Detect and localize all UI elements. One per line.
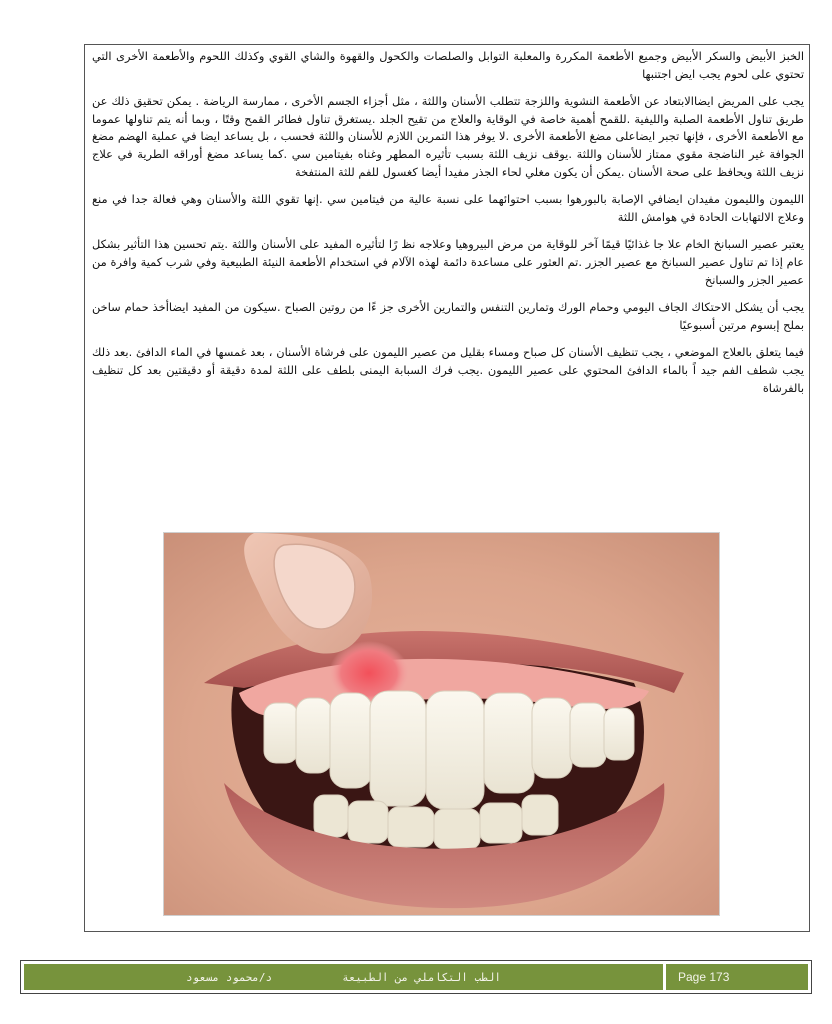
paragraph: يجب أن يشكل الاحتكاك الجاف اليومي وحمام الورك وتمارين التنفس والتمارين الأخرى جز ءًا من روتين الصباح .سيكون من المفيد ايضاأخذ حمام ساخن بملح إبسوم مرتين أسبوعيًا xyxy=(92,300,804,332)
author-name: د/محمود مسعود xyxy=(185,970,273,984)
gum-inflammation-photo xyxy=(163,532,720,916)
paragraph: يجب على المريض ايضاالابتعاد عن الأطعمة النشوية واللزجة تتطلب الأسنان واللثة ، مثل أجزاء الجسم الأخرى ، ممارسة الرياضة . يمكن تحقيق ذلك عن طريق تناول الأطعمة الصلبة والليفية .للقمح أهمية خاصة في الوقاية والعلاج من تقيح الجلد .يستغرق تناول فطائر القمح وقتًا ، وبما أنه يتم تناولها عموما مع الأطعمة الأخرى ، فإنها تجبر ايضاعلى مضغ الأطعمة الأخرى .لا يوفر هذا التمرين اللازم للأسنان واللثة فحسب ، بل يساعد ايضا في عملية الهضم مضغ الجوافة غير الناضجة مقوي ممتاز للأسنان واللثة .يوقف نزيف اللثة بسبب تأثيره المطهر وغناه بفيتامين سي .كما يساعد مضغ أوراقه الطرية في علاج نزيف اللثة ويحافظ على صحة الأسنان .يمكن أن يكون مغلي لحاء الجذر مفيدا أيضا كغسول للفم للثة المنتفخة xyxy=(92,94,804,179)
article-body xyxy=(92,48,804,407)
page-number: Page 173 xyxy=(678,970,730,984)
paragraph: فيما يتعلق بالعلاج الموضعي ، يجب تنظيف الأسنان كل صباح ومساء بقليل من عصير الليمون على فرشاة الأسنان ، بعد غمسها في الماء الدافئ .بعد ذلك يجب شطف الفم جيد اً بالماء الدافئ المحتوي على عصير الليمون .يجب فرك السبابة اليمنى بلطف على اللثة لمدة دقيقة أو دقيقتين بعد كل تنظيف بالفرشاة xyxy=(92,345,804,395)
footer-title-bar xyxy=(24,964,663,990)
page-number-box xyxy=(666,964,808,990)
paragraph: الليمون والليمون مفيدان ايضافي الإصابة بالبورهوا بسبب احتوائهما على نسبة عالية من فيتامين سي .إنها تقوي اللثة والأسنان وهي فعالة جدا في منع وعلاج الالتهابات الحادة في هوامش اللثة xyxy=(92,192,804,224)
page-footer xyxy=(20,960,812,994)
paragraph: يعتبر عصير السبانخ الخام علا جا غذائيًا قيمًا آخر للوقاية من مرض البيروهيا وعلاجه نظ رًا لتأثيره المفيد على الأسنان واللثة .يتم تحسين هذا التأثير بشكل عام إذا تم تناول عصير السبانخ مع عصير الجزر .تم العثور على مساعدة دائمة لهذه الآلام في استخدام الأطعمة النيئة الطبيعية وفي شرب كمية وافرة من عصير الجزر والسبانخ xyxy=(92,237,804,287)
paragraph: الخبز الأبيض والسكر الأبيض وجميع الأطعمة المكررة والمعلبة التوابل والصلصات والكحول والقهوة والشاي القوي وكذلك اللحوم والأطعمة الأخرى التي تحتوي على لحوم يجب ايض اجتنبها xyxy=(92,49,804,81)
book-title: الطب التكاملي من الطبيعة xyxy=(342,970,502,984)
